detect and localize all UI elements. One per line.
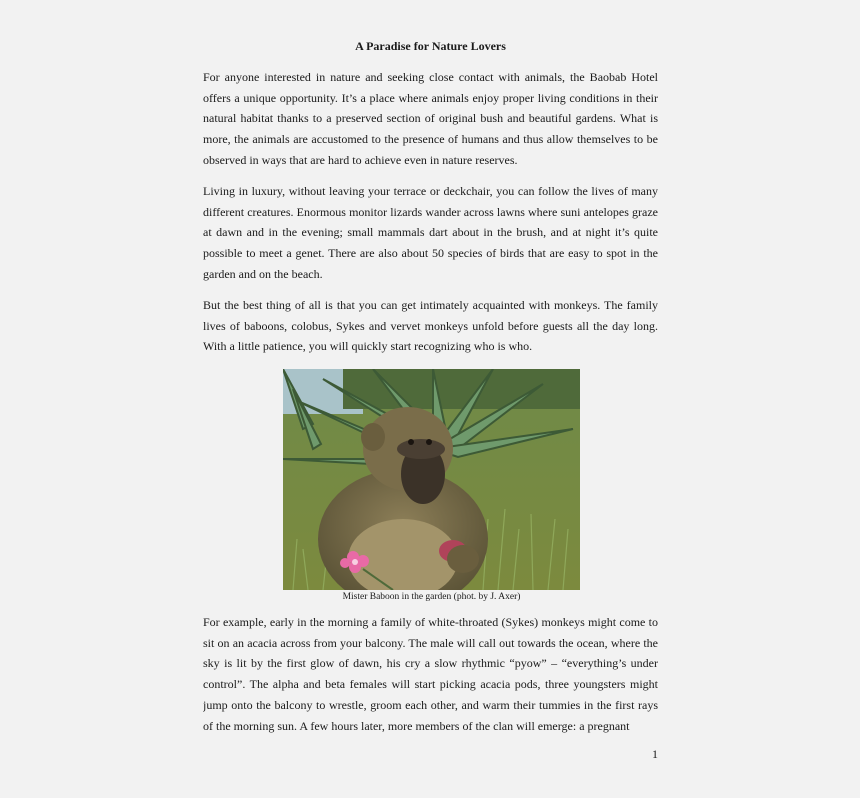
- page-number: 1: [652, 747, 658, 761]
- photo-caption: Mister Baboon in the garden (phot. by J. Axer): [342, 592, 521, 602]
- document-title: A Paradise for Nature Lovers: [355, 39, 506, 53]
- paragraph-creatures: Living in luxury, without leaving your terrace or deckchair, you can follow the lives of many different creatures. Enormous monitor lizards wander across lawns where suni antelopes graze at dawn and in the evening; small mammals dart about in the brush, and at night it’s quite possible to meet a genet. There are also about 50 species of birds that are easy to spot in the garden and on the beach.: [203, 184, 658, 281]
- paragraph-monkeys: But the best thing of all is that you can get intimately acquainted with monkeys. The family lives of baboons, colobus, Sykes and vervet monkeys unfold before guests all the day long. With a little patience, you will quickly start recognizing who is who.: [203, 298, 658, 354]
- baboon-photo: [283, 369, 580, 590]
- paragraph-sykes-example: For example, early in the morning a family of white-throated (Sykes) monkeys might come to sit on an acacia across from your balcony. The male will call out towards the ocean, where the sky is lit by the first glow of dawn, his cry a slow rhythmic “pyow” – “everything’s under control”. The alpha and beta females will start picking acacia pods, three youngsters might jump onto the balcony to wrestle, groom each other, and warm their tummies in the first rays of the morning sun. A few hours later, more members of the clan will emerge: a pregnant: [203, 615, 658, 733]
- paragraph-intro: For anyone interested in nature and seeking close contact with animals, the Baobab Hotel offers a unique opportunity. It’s a place where animals enjoy proper living conditions in their natural habitat thanks to a preserved section of original bush and beautiful gardens. What is more, the animals are accustomed to the presence of humans and thus allow themselves to be observed in ways that are hard to achieve even in nature reserves.: [203, 70, 658, 167]
